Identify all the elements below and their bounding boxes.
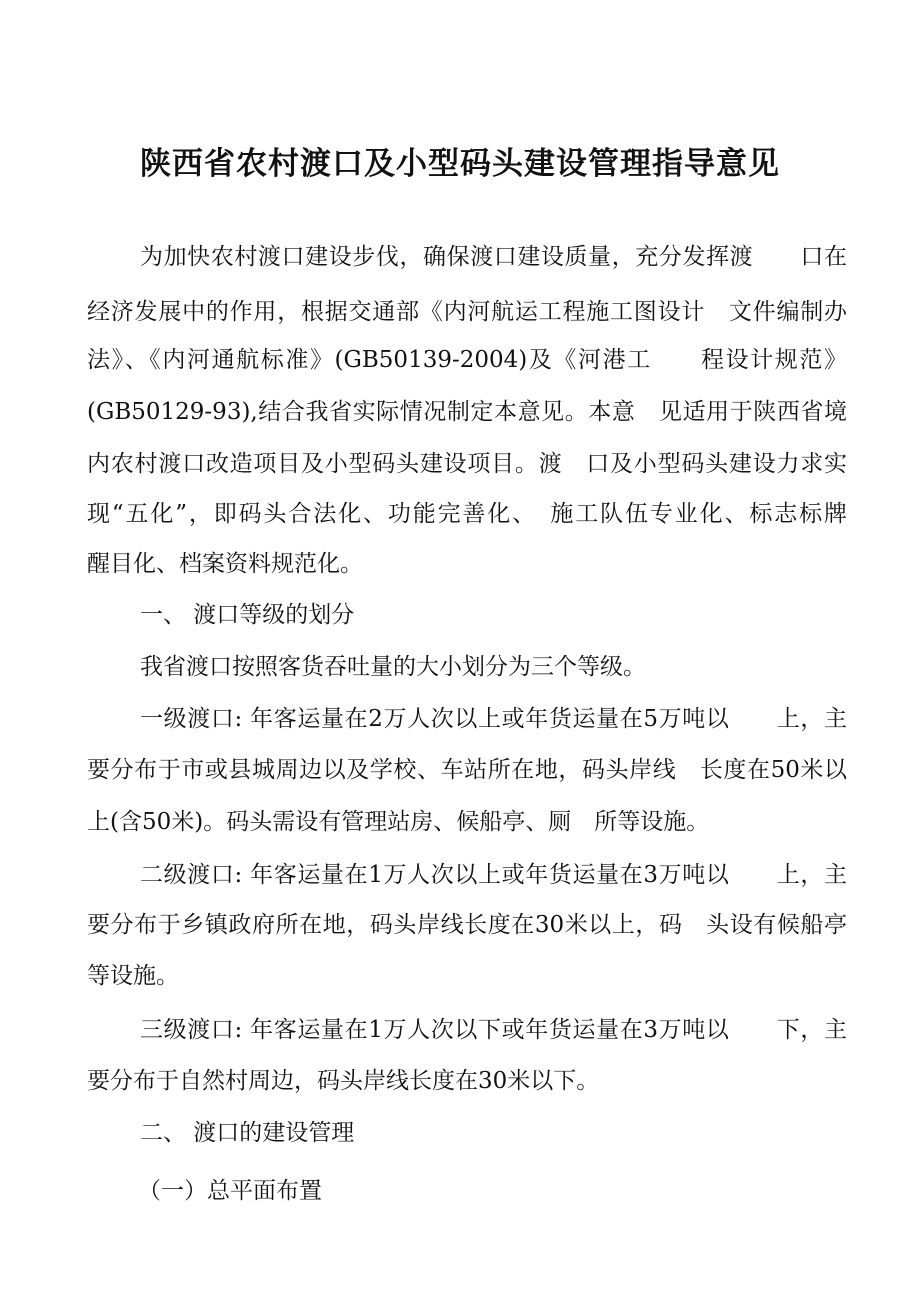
text-line: 现“五化”，即码头合法化、功能完善化、 施工队伍专业化、标志标牌 [87,501,847,527]
text-line: (GB50129-93),结合我省实际情况制定本意见。本意 见适用于陕西省境 [87,399,847,425]
text-line: 三级渡口: 年客运量在1万人次以下或年货运量在3万吨以 下，主 [140,1017,847,1043]
text-line: 二级渡口: 年客运量在1万人次以上或年货运量在3万吨以 上，主 [140,862,847,888]
text-line: 醒目化、档案资料规范化。 [87,551,363,577]
text-line: 法》、《内河通航标准》(GB50139-2004)及《河港工 程设计规范》 [87,347,847,373]
text-line: 为加快农村渡口建设步伐，确保渡口建设质量，充分发挥渡 口在 [140,244,847,270]
text-line: 要分布于自然村周边，码头岸线长度在30米以下。 [87,1068,600,1094]
text-line: 要分布于市或县城周边以及学校、车站所在地，码头岸线 长度在50米以 [87,757,847,783]
section-heading: 二、 渡口的建设管理 [140,1120,355,1146]
section-heading: 一、 渡口等级的划分 [140,602,355,628]
text-line: 等设施。 [87,963,179,989]
text-line: 经济发展中的作用，根据交通部《内河航运工程施工图设计 文件编制办 [87,299,847,325]
page-title: 陕西省农村渡口及小型码头建设管理指导意见 [140,146,780,182]
text-line: 我省渡口按照客货吞吐量的大小划分为三个等级。 [140,654,646,680]
text-line: 要分布于乡镇政府所在地，码头岸线长度在30米以上，码 头设有候船亭 [87,912,847,938]
text-line: 一级渡口: 年客运量在2万人次以上或年货运量在5万吨以 上，主 [140,706,847,732]
subsection-heading: （一）总平面布置 [138,1178,322,1204]
text-line: 上(含50米)。码头需设有管理站房、候船亭、厕 所等设施。 [87,809,710,835]
text-line: 内农村渡口改造项目及小型码头建设项目。渡 口及小型码头建设力求实 [87,451,847,477]
